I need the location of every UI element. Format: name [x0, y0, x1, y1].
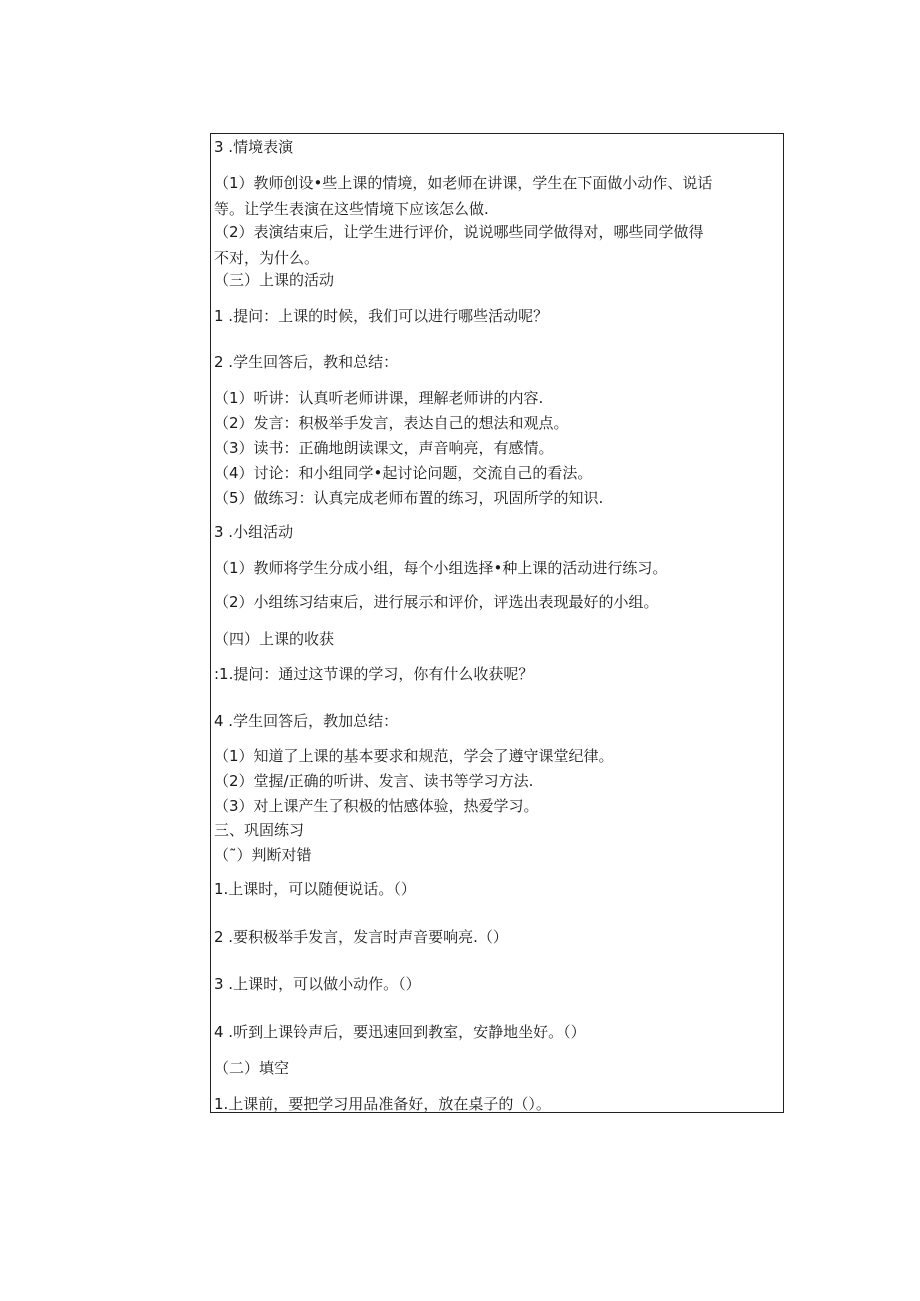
summary-intro: 2 .学生回答后，教和总结：: [214, 353, 399, 371]
true-false-question-4: 4 .听到上课铃声后，要迅速回到教室，安静地坐好。（）: [214, 1023, 586, 1041]
heading-situation-role-play: 3 .情境表演: [214, 138, 294, 156]
section-heading-practice: 三、巩固练习: [214, 821, 305, 839]
gain-item-methods: （2）堂握/正确的听讲、发言、读书等学习方法.: [214, 772, 534, 790]
list-item-discussion: （4）讨论：和小组同学•起讨论问题，交流自己的看法。: [214, 464, 593, 482]
section-heading-class-activities: （三）上课的活动: [214, 271, 335, 289]
gain-item-attitude: （3）对上课产生了积极的怙感体验，热爱学习。: [214, 797, 539, 815]
text-line: 不对，为什么。: [214, 249, 320, 267]
group-activity-step-2: （2）小组练习结束后，进行展示和评价，评选出表现最好的小组。: [214, 593, 659, 611]
true-false-question-3: 3 .上课时，可以做小动作。（）: [214, 975, 421, 993]
true-false-question-1: 1.上课时，可以随便说话。（）: [214, 880, 416, 898]
heading-group-activity: 3 .小组活动: [214, 523, 294, 541]
text-line: 等。让学生表演在这些情境下应该怎么做.: [214, 200, 489, 218]
fill-in-blank-question-1: 1.上课前，要把学习用品准备好，放在桌子的（）。: [214, 1095, 551, 1113]
paragraph-role-play-step-2: [214, 219, 782, 271]
list-item-listening: （1）听讲：认真听老师讲课，理解老师讲的内容.: [214, 389, 544, 407]
paragraph-role-play-step-1: [214, 170, 782, 222]
subheading-true-false: （˜）判断对错: [214, 846, 312, 864]
gains-summary-intro: 4 .学生回答后，教加总结：: [214, 712, 399, 730]
list-item-exercises: （5）做练习：认真完成老师布置的练习，巩固所学的知识.: [214, 489, 604, 507]
text-line: （1）教师创设•些上课的情境，如老师在讲课，学生在下面做小动作、说话: [214, 174, 713, 192]
list-item-speaking: （2）发言：积极举手发言，表达自己的想法和观点。: [214, 414, 569, 432]
text-line: （2）表演结束后，让学生进行评价，说说哪些同学做得对，哪些同学做得: [214, 223, 704, 241]
true-false-question-2: 2 .要积极举手发言，发言时声音要响亮.（）: [214, 928, 508, 946]
group-activity-step-1: （1）教师将学生分成小组，每个小组选择•种上课的活动进行练习。: [214, 559, 668, 577]
gain-item-rules: （1）知道了上课的基本要求和规范，学会了遵守课堂纪律。: [214, 747, 614, 765]
subheading-fill-in-blank: （二）填空: [214, 1059, 290, 1077]
question-activities: 1 .提问：上课的时候，我们可以进行哪些活动呢？: [214, 307, 549, 325]
section-heading-class-gains: （四）上课的收获: [214, 630, 335, 648]
question-gains: :1.提问：通过这节课的学习，你有什么收获呢？: [214, 665, 534, 683]
list-item-reading: （3）读书：正确地朗读课文，声音响亮，有感情。: [214, 439, 554, 457]
